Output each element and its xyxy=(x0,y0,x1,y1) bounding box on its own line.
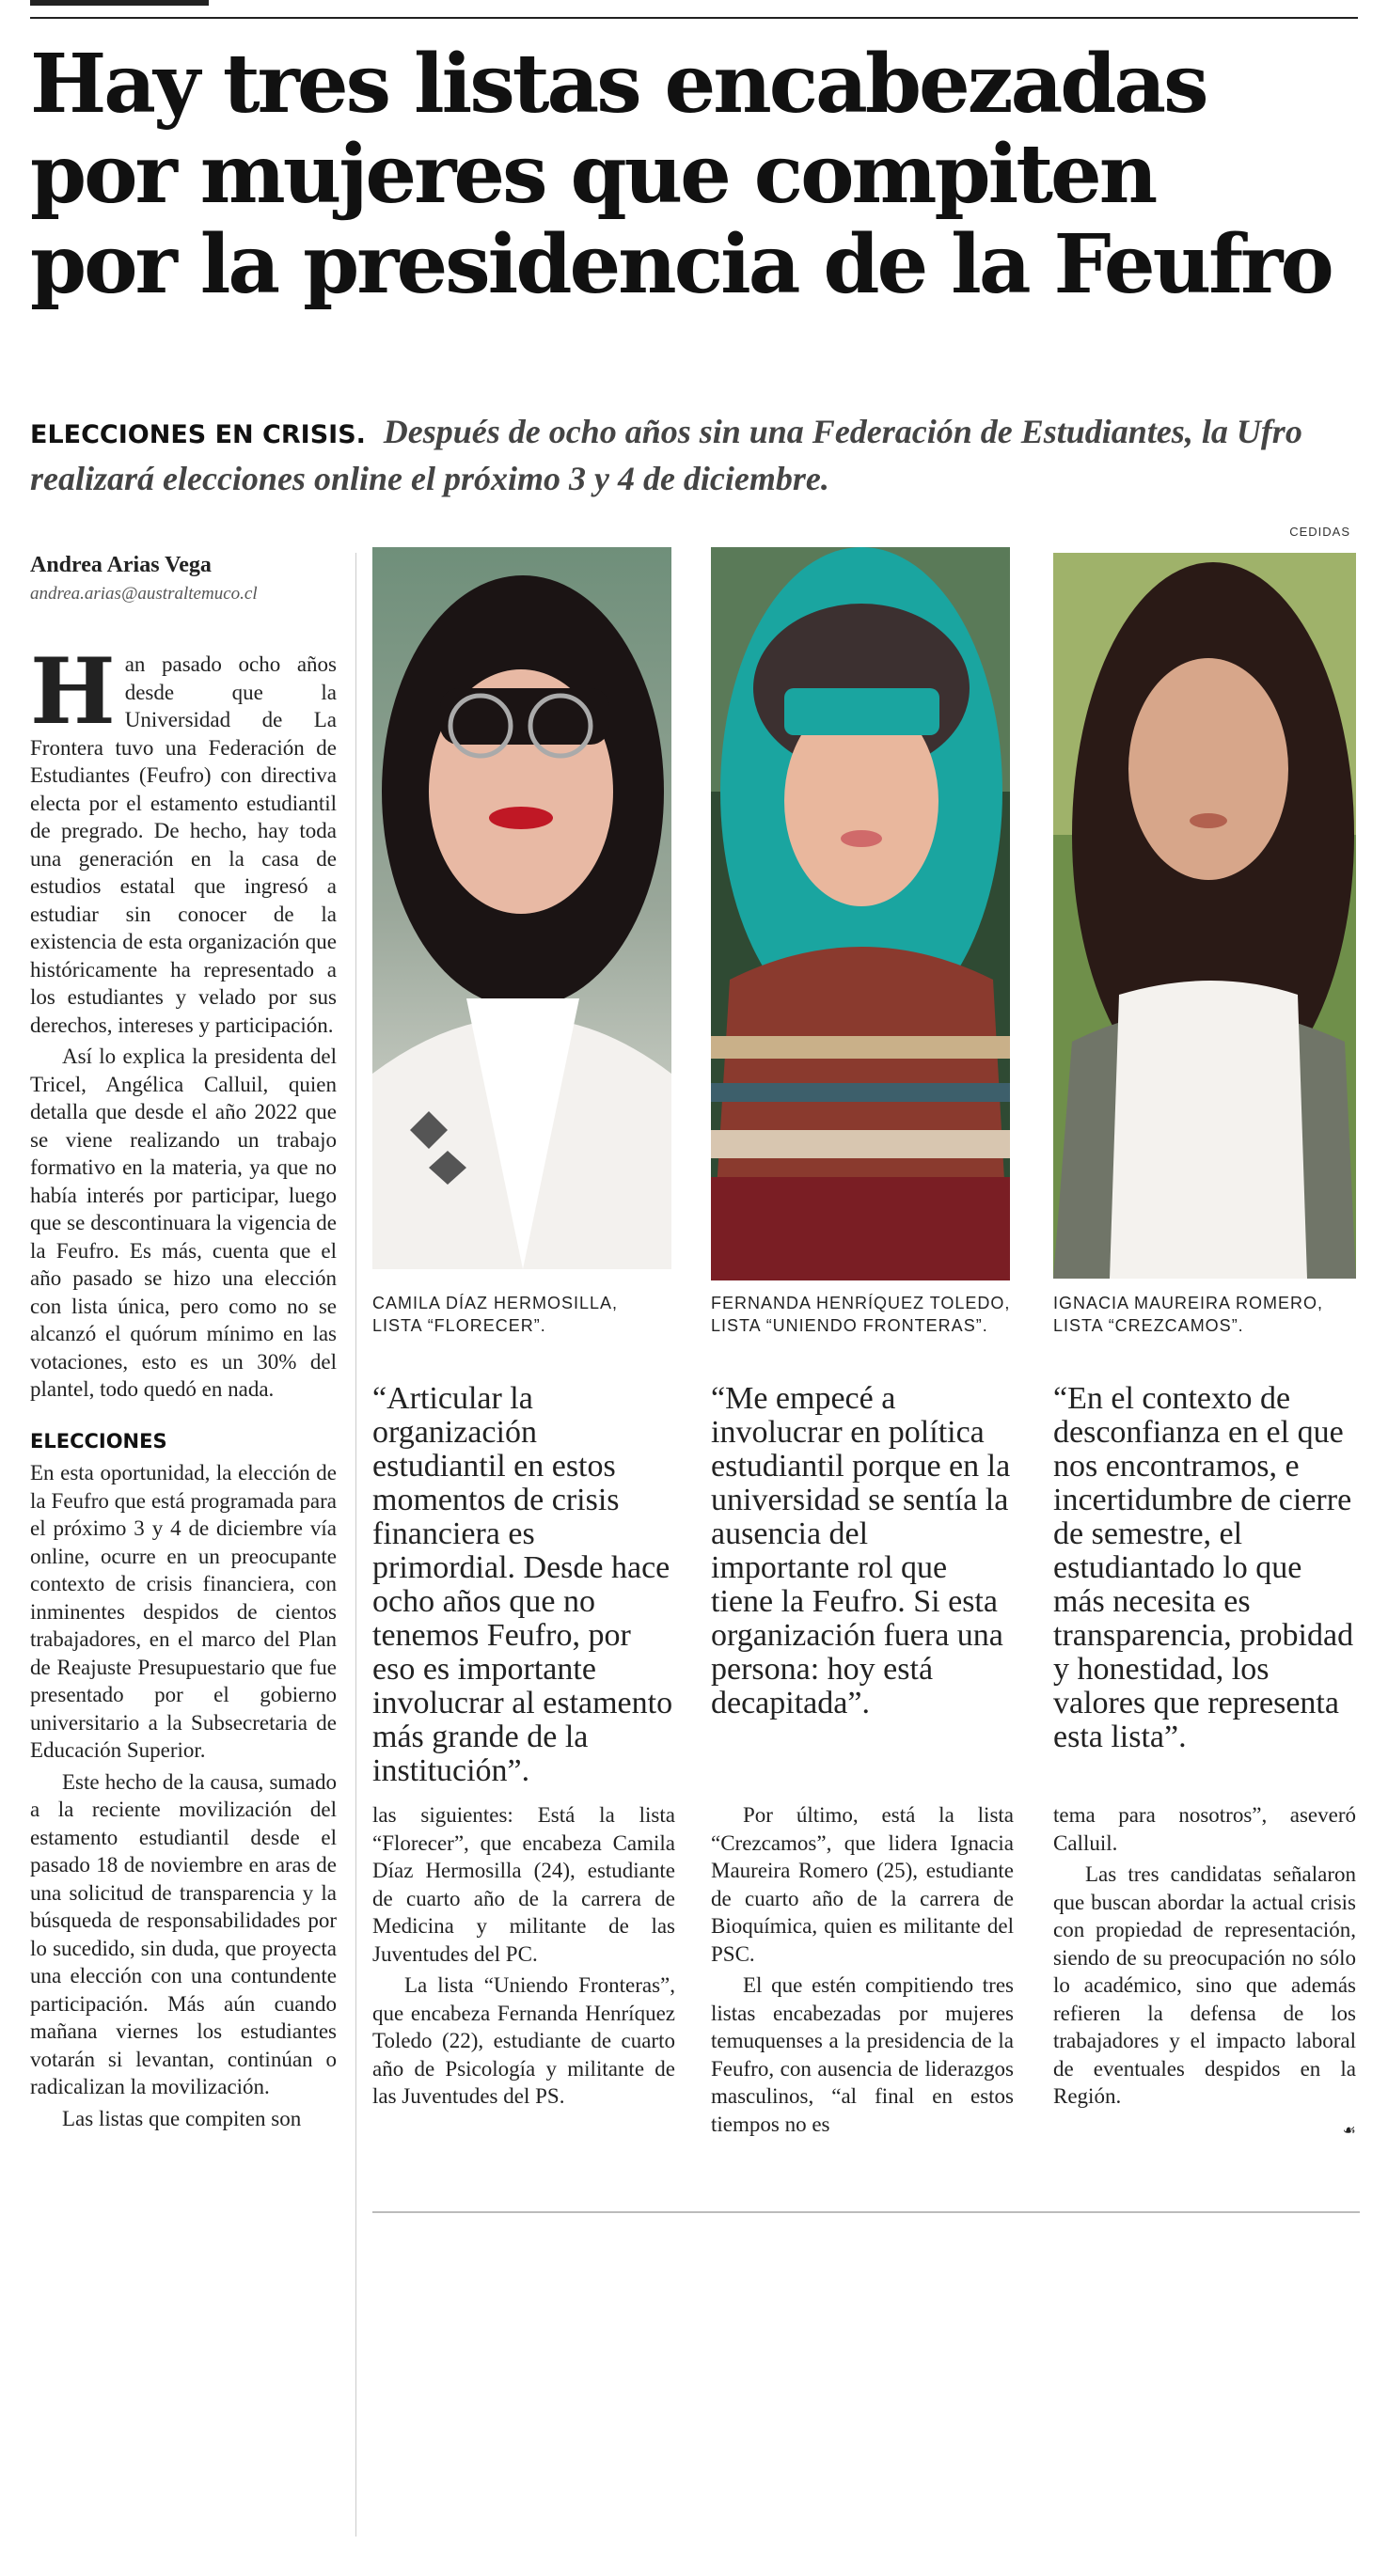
headline-line-1: Hay tres listas encabezadas xyxy=(30,37,1207,132)
bottom-rule xyxy=(372,2211,1360,2213)
author-email[interactable]: andrea.arias@australtemuco.cl xyxy=(30,584,258,604)
article-column-1 xyxy=(30,638,337,2136)
paragraph-2: Así lo explica la presidenta del Tricel, Angélica Calluil, quien detalla que desde el año 2022 que se viene realizando un trabajo formativo en la materia, ya que no había interés por participar, luego que se descontinuara la vigencia de la Feufro. Es más, cuenta que el año pasado se hizo una elección con lista única, pero como no se alcanzó el quórum mínimo en las votaciones, esto es un 30% del plantel, todo quedó en nada. xyxy=(30,1045,337,1401)
headline-line-2: por mujeres que compiten xyxy=(30,127,1156,222)
paragraph-9: El que estén compitiendo tres listas encabezadas por mujeres temuquenses a la presidencia de la Feufro, con ausencia de liderazgos masculinos, “al final en estos tiempos no es xyxy=(711,1973,1014,2136)
portrait-1-image xyxy=(372,547,671,1269)
end-mark-icon: ☙ xyxy=(1342,2122,1356,2139)
caption-2: FERNANDA HENRÍQUEZ TOLEDO, LISTA “UNIENDO FRONTERAS”. xyxy=(711,1294,1011,1335)
deck-kicker: ELECCIONES EN CRISIS. xyxy=(30,420,366,449)
photo-ignacia-maureira xyxy=(1053,553,1356,1279)
paragraph-10: tema para nosotros”, aseveró Calluil. xyxy=(1053,1803,1356,1855)
paragraph-4: Este hecho de la causa, sumado a la reciente movilización del estamento estudiantil desde el pasado 18 de noviembre en aras de una solicitud de transparencia y la búsqueda de responsabilidades por lo sucedido, sin duda, que proyecta una elección con una contundente participación. Más aún cuando mañana viernes los estudiantes votarán si levantan, continúan o radicalizan la movilización. xyxy=(30,1769,337,2098)
quote-3: “En el contexto de desconfianza en el que nos encontramos, e incertidumbre de cierre de semestre, el estudiantado lo que más necesita es transparencia, probidad y honestidad, los valores que representa esta lista”. xyxy=(1053,1381,1354,1754)
section-tag xyxy=(30,0,209,6)
paragraph-1: Han pasado ocho años desde que la Universidad de La Frontera tuvo una Federación de Estudiantes (Feufro) con directiva electa por el estamento estudiantil de pregrado. De hecho, hay toda una generación en la casa de estudios estatal que ingresó a estudiar sin conocer de la existencia de esta organización que históricamente ha representado a los estudiantes y velado por sus derechos, intereses y participación. xyxy=(30,638,337,1037)
headline xyxy=(30,39,1365,310)
article-column-2 xyxy=(372,1801,675,2114)
deck xyxy=(30,410,1365,501)
byline xyxy=(30,553,340,605)
headline-line-3: por la presidencia de la Feufro xyxy=(30,217,1332,312)
photo-credit: CEDIDAS xyxy=(1289,525,1350,539)
quote-2: “Me empecé a involucrar en política estudiantil porque en la universidad se sentía la ausencia del importante rol que tiene la Feufro. Si esta organización fuera una persona: hoy está decapitada”. xyxy=(711,1381,1011,1720)
paragraph-3: En esta oportunidad, la elección de la Feufro que está programada para el próximo 3 y 4 de diciembre vía online, ocurre en un preocupante contexto de crisis financiera, con inminentes despidos de cientos trabajadores, en el marco del Plan de Reajuste Presupuestario que fue presentado por el gobierno universitario a la Subsecretaria de Educación Superior. xyxy=(30,1461,337,1762)
portrait-3-image xyxy=(1053,553,1356,1279)
photo-camila-diaz xyxy=(372,547,671,1269)
author-name: Andrea Arias Vega xyxy=(30,553,212,577)
article-column-3 xyxy=(711,1801,1014,2142)
end-mark-container xyxy=(1053,2114,1356,2145)
paragraph-8: Por último, está la lista “Crezcamos”, que lidera Ignacia Maureira Romero (25), estudiante de cuarto año de la carrera de Bioquímica, quien es militante del PSC. xyxy=(711,1803,1014,1966)
paragraph-5: Las listas que compiten son xyxy=(62,2106,302,2130)
dropcap: H xyxy=(30,638,116,745)
caption-1: CAMILA DÍAZ HERMOSILLA, LISTA “FLORECER”. xyxy=(372,1294,619,1335)
article-column-4 xyxy=(1053,1801,1356,2144)
caption-3: IGNACIA MAUREIRA ROMERO, LISTA “CREZCAMOS”. xyxy=(1053,1294,1324,1335)
paragraph-6: las siguientes: Está la lista “Florecer”, que encabeza Camila Díaz Hermosilla (24), estudiante de cuarto año de la carrera de Medicina y militante de las Juventudes del PC. xyxy=(372,1803,675,1966)
deck-lede: Después de ocho años sin una Federación de Estudiantes, la Ufro realizará elecciones online el próximo 3 y 4 de diciembre. xyxy=(30,413,1302,497)
photo-fernanda-henriquez xyxy=(711,547,1010,1280)
paragraph-7: La lista “Uniendo Fronteras”, que encabeza Fernanda Henríquez Toledo (22), estudiante de cuarto año de Psicología y militante de las Juventudes del PS. xyxy=(372,1973,675,2108)
subhead-elecciones: ELECCIONES xyxy=(30,1429,167,1453)
quote-1: “Articular la organización estudiantil en estos momentos de crisis financiera es primordial. Desde hace ocho años que no tenemos Feufro, por eso es importante involucrar al estamento más grande de la institución”. xyxy=(372,1381,673,1788)
top-rule xyxy=(30,17,1358,19)
column-divider xyxy=(355,553,356,2537)
paragraph-11: Las tres candidatas señalaron que buscan abordar la actual crisis con propiedad de representación, siendo de su preocupación no sólo lo académico, sino que además refieren la defensa de los trabajadores y el impacto laboral de eventuales despidos en la Región. xyxy=(1053,1862,1356,2108)
portrait-2-image xyxy=(711,547,1010,1280)
